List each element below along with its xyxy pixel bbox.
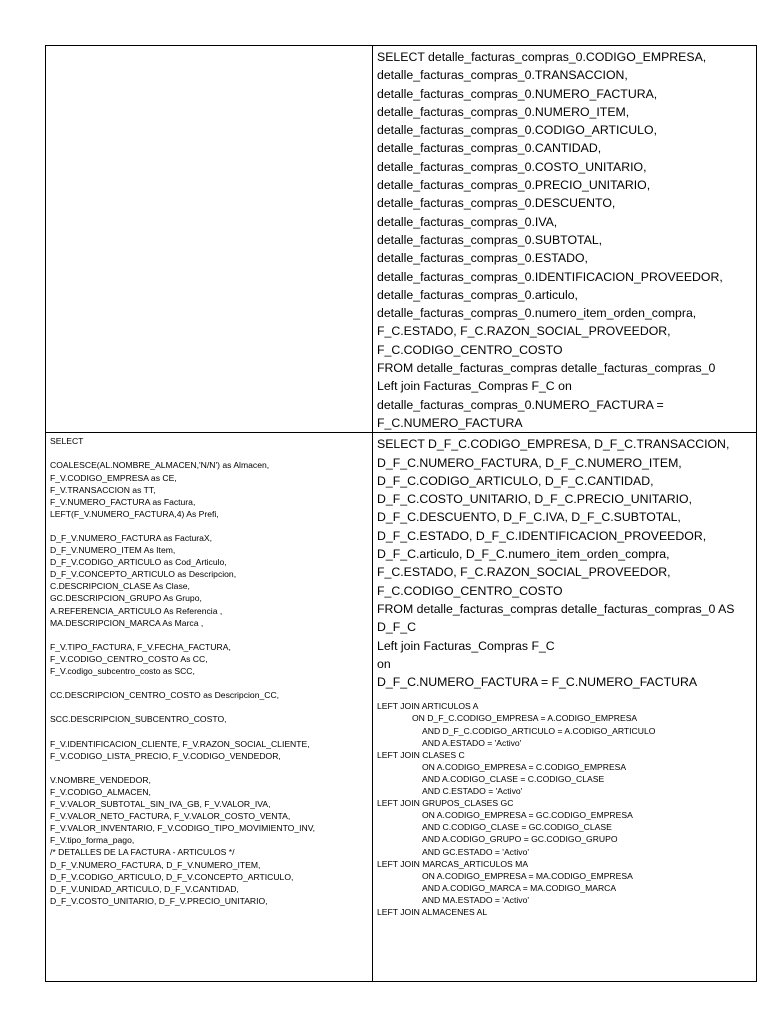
code-line <box>50 447 368 459</box>
code-line <box>50 701 368 713</box>
code-line: on <box>377 656 391 671</box>
code-line: detalle_facturas_compras_0.CODIGO_ARTICULO, <box>377 123 657 138</box>
cell-bottom-right-query <box>373 433 757 982</box>
code-line: D_F_C.NUMERO_FACTURA, D_F_C.NUMERO_ITEM, <box>377 455 682 470</box>
code-line: F_C.ESTADO, F_C.RAZON_SOCIAL_PROVEEDOR, <box>377 565 671 580</box>
code-line: AND A.ESTADO = 'Activo' <box>422 737 522 748</box>
table-row-top <box>46 46 757 433</box>
code-line: ON D_F_C.CODIGO_EMPRESA = A.CODIGO_EMPRESA <box>412 713 638 724</box>
code-line: detalle_facturas_compras_0.numero_item_orden_compra, <box>377 306 697 321</box>
code-line: AND D_F_C.CODIGO_ARTICULO = A.CODIGO_ARTICULO <box>422 725 656 736</box>
sql-comparison-table <box>45 45 757 982</box>
code-line: FROM detalle_facturas_compras detalle_facturas_compras_0 AS <box>377 601 735 616</box>
code-line: A.REFERENCIA_ARTICULO As Referencia , <box>50 605 223 616</box>
code-line: F_V.CODIGO_CENTRO_COSTO As CC, <box>50 653 208 664</box>
code-line <box>50 725 368 737</box>
code-line: F_V.CODIGO_ALMACEN, <box>50 786 151 797</box>
code-line <box>50 677 368 689</box>
code-line: F_V.TIPO_FACTURA, F_V.FECHA_FACTURA, <box>50 641 231 652</box>
code-line: D_F_V.CONCEPTO_ARTICULO as Descripcion, <box>50 569 237 580</box>
code-line: detalle_facturas_compras_0.articulo, <box>377 287 578 302</box>
code-line: F_V.CODIGO_LISTA_PRECIO, F_V.CODIGO_VENDEDOR, <box>50 750 281 761</box>
query-joins-lines <box>377 700 752 918</box>
code-line <box>50 520 368 532</box>
code-line: F_V.tipo_forma_pago, <box>50 835 135 846</box>
code-line: detalle_facturas_compras_0.NUMERO_FACTURA = <box>377 397 664 412</box>
code-line: Left join Facturas_Compras F_C <box>377 638 555 653</box>
code-line: D_F_V.NUMERO_FACTURA, D_F_V.NUMERO_ITEM, <box>50 859 261 870</box>
cell-top-left-empty <box>46 46 373 433</box>
code-line: COALESCE(AL.NOMBRE_ALMACEN,'N/N') as Almacen, <box>50 460 270 471</box>
code-line: GC.DESCRIPCION_GRUPO As Grupo, <box>50 593 202 604</box>
code-line: C.DESCRIPCION_CLASE As Clase, <box>50 581 190 592</box>
code-line: ON A.CODIGO_EMPRESA = MA.CODIGO_EMPRESA <box>422 870 633 881</box>
code-line: detalle_facturas_compras_0.DESCUENTO, <box>377 196 616 211</box>
code-line: SCC.DESCRIPCION_SUBCENTRO_COSTO, <box>50 714 227 725</box>
code-line: LEFT(F_V.NUMERO_FACTURA,4) As Prefi, <box>50 508 219 519</box>
code-line: F_V.VALOR_INVENTARIO, F_V.CODIGO_TIPO_MOVIMIENTO_INV, <box>50 823 316 834</box>
code-line: D_F_C.ESTADO, D_F_C.IDENTIFICACION_PROVEEDOR, <box>377 528 707 543</box>
code-line: F_C.ESTADO, F_C.RAZON_SOCIAL_PROVEEDOR, <box>377 324 671 339</box>
code-line: F_V.VALOR_SUBTOTAL_SIN_IVA_GB, F_V.VALOR_IVA, <box>50 799 271 810</box>
code-line: D_F_C.CODIGO_ARTICULO, D_F_C.CANTIDAD, <box>377 473 654 488</box>
code-line: AND A.CODIGO_MARCA = MA.CODIGO_MARCA <box>422 882 617 893</box>
code-line <box>50 762 368 774</box>
code-line: detalle_facturas_compras_0.COSTO_UNITARIO, <box>377 159 647 174</box>
code-line: F_V.TRANSACCION as TT, <box>50 484 156 495</box>
table-row-bottom <box>46 433 757 982</box>
code-line: D_F_V.CODIGO_ARTICULO, D_F_V.CONCEPTO_ARTICULO, <box>50 871 294 882</box>
code-line: D_F_C.DESCUENTO, D_F_C.IVA, D_F_C.SUBTOTAL, <box>377 510 681 525</box>
code-line: detalle_facturas_compras_0.IVA, <box>377 214 558 229</box>
code-line: AND GC.ESTADO = 'Activo' <box>422 846 529 857</box>
code-line <box>50 629 368 641</box>
query-original-lines <box>377 48 752 432</box>
code-line: V.NOMBRE_VENDEDOR, <box>50 774 151 785</box>
code-line: F_V.VALOR_NETO_FACTURA, F_V.VALOR_COSTO_VENTA, <box>50 811 291 822</box>
code-line: SELECT <box>50 436 84 447</box>
query-sales-lines <box>50 435 368 981</box>
code-line: LEFT JOIN CLASES C <box>377 749 465 760</box>
code-line: AND C.ESTADO = 'Activo' <box>422 786 523 797</box>
code-line: SELECT D_F_C.CODIGO_EMPRESA, D_F_C.TRANSACCION, <box>377 437 730 452</box>
code-line: D_F_C.articulo, D_F_C.numero_item_orden_compra, <box>377 547 670 562</box>
code-line: D_F_V.NUMERO_ITEM As Item, <box>50 545 176 556</box>
code-line: LEFT JOIN GRUPOS_CLASES GC <box>377 798 514 809</box>
code-line: detalle_facturas_compras_0.SUBTOTAL, <box>377 232 603 247</box>
code-line: LEFT JOIN ALMACENES AL <box>377 906 488 917</box>
code-line: D_F_V.NUMERO_FACTURA as FacturaX, <box>50 532 213 543</box>
code-line: detalle_facturas_compras_0.TRANSACCION, <box>377 68 628 83</box>
code-line: FROM detalle_facturas_compras detalle_facturas_compras_0 <box>377 361 716 376</box>
code-line: Left join Facturas_Compras F_C on <box>377 379 572 394</box>
code-line: ON A.CODIGO_EMPRESA = C.CODIGO_EMPRESA <box>422 761 627 772</box>
code-line: D_F_V.CODIGO_ARTICULO as Cod_Articulo, <box>50 557 227 568</box>
code-line: D_F_C.COSTO_UNITARIO, D_F_C.PRECIO_UNITARIO, <box>377 492 692 507</box>
code-line: D_F_V.COSTO_UNITARIO, D_F_V.PRECIO_UNITARIO, <box>50 895 268 906</box>
cell-top-right-query <box>373 46 757 433</box>
code-line: F_V.CODIGO_EMPRESA as CE, <box>50 472 177 483</box>
code-line: F_C.CODIGO_CENTRO_COSTO <box>377 342 563 357</box>
code-line: SELECT detalle_facturas_compras_0.CODIGO_EMPRESA, <box>377 50 707 64</box>
code-line: detalle_facturas_compras_0.ESTADO, <box>377 251 588 266</box>
code-line: MA.DESCRIPCION_MARCA As Marca , <box>50 617 204 628</box>
code-line: F_V.NUMERO_FACTURA as Factura, <box>50 496 196 507</box>
code-line: ON A.CODIGO_EMPRESA = GC.CODIGO_EMPRESA <box>422 810 633 821</box>
code-line: detalle_facturas_compras_0.NUMERO_FACTURA, <box>377 86 658 101</box>
code-line: AND A.CODIGO_CLASE = C.CODIGO_CLASE <box>422 773 605 784</box>
code-line: F_V.IDENTIFICACION_CLIENTE, F_V.RAZON_SOCIAL_CLIENTE, <box>50 738 310 749</box>
code-line: detalle_facturas_compras_0.NUMERO_ITEM, <box>377 104 630 119</box>
code-line: CC.DESCRIPCION_CENTRO_COSTO as Descripcion_CC, <box>50 690 280 701</box>
code-line: LEFT JOIN ARTICULOS A <box>377 701 479 712</box>
code-line: detalle_facturas_compras_0.CANTIDAD, <box>377 141 602 156</box>
code-line: F_C.CODIGO_CENTRO_COSTO <box>377 583 563 598</box>
code-line: D_F_V.UNIDAD_ARTICULO, D_F_V.CANTIDAD, <box>50 883 239 894</box>
code-line: F_V.codigo_subcentro_costo as SCC, <box>50 666 195 677</box>
code-line: AND C.CODIGO_CLASE = GC.CODIGO_CLASE <box>422 822 612 833</box>
code-line: detalle_facturas_compras_0.IDENTIFICACION_PROVEEDOR, <box>377 269 723 284</box>
code-line: D_F_C <box>377 620 416 635</box>
code-line: AND A.CODIGO_GRUPO = GC.CODIGO_GRUPO <box>422 834 618 845</box>
code-line: /* DETALLES DE LA FACTURA - ARTICULOS */ <box>50 847 235 858</box>
code-line: AND MA.ESTADO = 'Activo' <box>422 894 529 905</box>
code-line: detalle_facturas_compras_0.PRECIO_UNITARIO, <box>377 178 651 193</box>
code-line: F_C.NUMERO_FACTURA <box>377 415 523 430</box>
cell-bottom-left-query <box>46 433 373 982</box>
code-line: D_F_C.NUMERO_FACTURA = F_C.NUMERO_FACTURA <box>377 675 698 690</box>
query-alias-lines <box>377 435 752 691</box>
code-line: LEFT JOIN MARCAS_ARTICULOS MA <box>377 858 529 869</box>
